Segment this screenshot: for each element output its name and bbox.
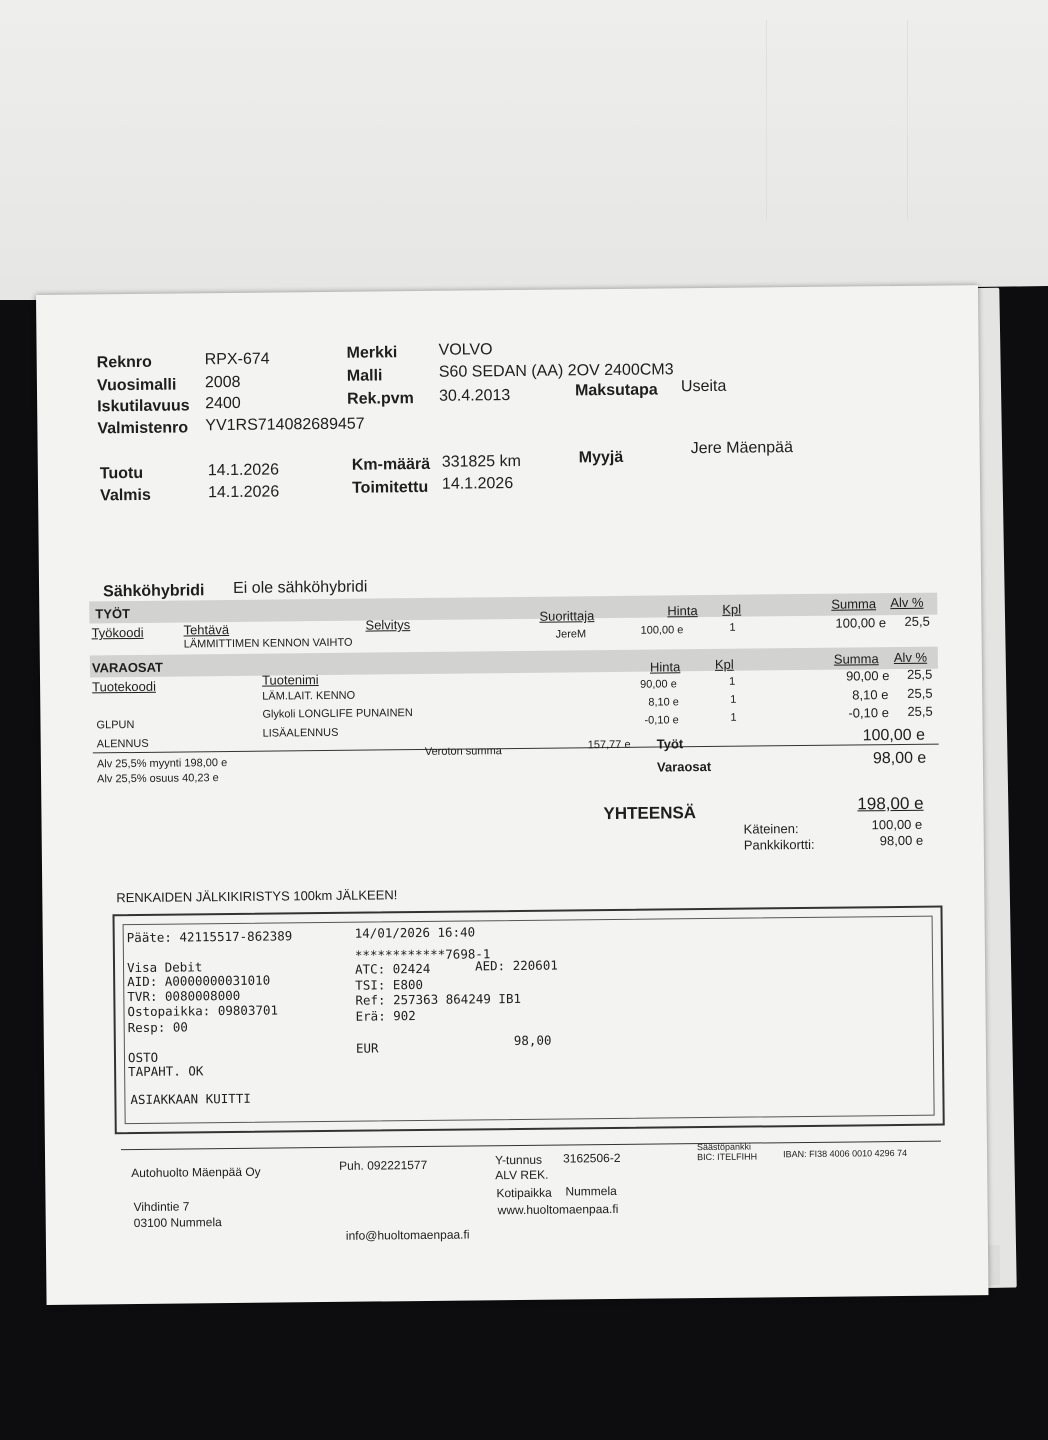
merkki-label: Merkki: [346, 344, 398, 362]
yhteensa-label: YHTEENSÄ: [603, 803, 697, 824]
veroton-value: 157,77 e: [587, 738, 631, 752]
osto-label: OSTO: [127, 1049, 159, 1066]
notice-text: RENKAIDEN JÄLKIKIRISTYS 100km JÄLKEEN!: [116, 887, 398, 906]
part-row-1-price: 90,00 e: [640, 678, 677, 691]
part-row-3-name: LISÄALENNUS: [262, 726, 339, 740]
invoice-sheet: [36, 285, 989, 1305]
kotipaikka-value: Nummela: [565, 1183, 617, 1199]
km-value: 331825 km: [441, 452, 522, 471]
terminal-id: Pääte: 42115517-862389: [126, 928, 293, 946]
part-row-2-qty: 1: [730, 693, 737, 706]
part-row-3-sum: -0,10 e: [848, 705, 889, 721]
atc-value: ATC: 02424: [354, 960, 431, 977]
ostopaikka-value: Ostopaikka: 09803701: [127, 1002, 279, 1020]
part-row-3-qty: 1: [730, 711, 737, 724]
part-row-1-name: LÄM.LAIT. KENNO: [262, 689, 356, 703]
part-row-3-vat: 25,5: [907, 703, 933, 719]
yhteensa-value: 198,00 e: [857, 793, 924, 814]
varaosat-col-hinta: Hinta: [649, 659, 681, 675]
tyot-total-value: 100,00 e: [862, 726, 926, 745]
varaosat-total-value: 98,00 e: [872, 749, 927, 768]
myyja-label: Myyjä: [578, 448, 624, 467]
tyot-row-suorittaja: JereM: [555, 628, 587, 641]
pankkikortti-label: Pankkikortti:: [743, 836, 815, 853]
bank-name: Säästöpankki: [696, 1141, 752, 1153]
kateinen-value: 100,00 e: [871, 816, 923, 833]
hybrid-label: Sähköhybridi: [103, 582, 205, 601]
tyot-col-suorittaja: Suorittaja: [539, 608, 595, 624]
varaosat-col-tuotekoodi: Tuotekoodi: [92, 678, 157, 695]
part-row-1-vat: 25,5: [906, 666, 933, 682]
tyot-row-alv: 25,5: [904, 613, 930, 629]
customer-copy-label: ASIAKKAAN KUITTI: [130, 1090, 251, 1108]
hybrid-value: Ei ole sähköhybridi: [232, 578, 368, 597]
part-row-2-vat: 25,5: [907, 685, 933, 701]
vuosimalli-value: 2008: [204, 373, 241, 392]
tyot-row-summa: 100,00 e: [835, 615, 887, 631]
rekpvm-label: Rek.pvm: [347, 390, 414, 408]
tuotu-value: 14.1.2026: [207, 461, 280, 480]
aed-value: AED: 220601: [474, 957, 558, 974]
valmis-value: 14.1.2026: [207, 483, 280, 502]
varaosat-header-band: [90, 647, 938, 678]
part-row-1-sum: 90,00 e: [845, 668, 890, 684]
aid-value: AID: A0000000031010: [127, 972, 271, 990]
part-row-2-code: GLPUN: [96, 718, 135, 732]
valmistenro-value: YV1RS714082689457: [205, 415, 365, 435]
tuotu-label: Tuotu: [99, 464, 144, 483]
card-amount: 98,00: [513, 1032, 552, 1049]
part-row-3-code: ALENNUS: [96, 737, 149, 751]
tyot-col-tyokoodi: Työkoodi: [91, 624, 144, 641]
tyot-title: TYÖT: [95, 606, 131, 622]
kateinen-label: Käteinen:: [743, 821, 799, 837]
myyja-value: Jere Mäenpää: [690, 439, 794, 458]
part-row-3-price: -0,10 e: [644, 714, 679, 727]
tyot-row-kpl: 1: [729, 621, 736, 634]
company-name: Autohuolto Mäenpää Oy: [131, 1164, 261, 1181]
maksutapa-label: Maksutapa: [574, 381, 658, 400]
alv-rek: ALV REK.: [495, 1167, 549, 1183]
ytunnus-label: Y-tunnus: [495, 1152, 543, 1168]
vat-sales: Alv 25,5% myynti 198,00 e: [96, 757, 228, 771]
varaosat-col-summa: Summa: [833, 651, 879, 667]
tyot-header-band: [89, 593, 937, 624]
reknro-value: RPX-674: [204, 350, 270, 369]
tyot-col-selvitys: Selvitys: [365, 617, 411, 633]
tyot-row-hinta: 100,00 e: [640, 624, 684, 637]
maksutapa-value: Useita: [680, 377, 727, 396]
varaosat-col-kpl: Kpl: [714, 656, 734, 672]
varaosat-title: VARAOSAT: [91, 659, 164, 676]
part-row-2-sum: 8,10 e: [852, 687, 889, 703]
tyot-total-label: Työt: [656, 736, 684, 752]
tyot-col-alv: Alv %: [890, 594, 924, 611]
ytunnus-value: 3162506-2: [562, 1150, 621, 1166]
ref-value: Ref: 257363 864249 IB1: [355, 990, 522, 1008]
merkki-value: VOLVO: [438, 341, 493, 359]
varaosat-total-label: Varaosat: [656, 758, 712, 775]
tsi-value: TSI: E800: [355, 976, 424, 993]
phone-number: Puh. 092221577: [339, 1157, 428, 1173]
masked-card-number: ************7698-1: [354, 946, 491, 963]
valmis-label: Valmis: [100, 486, 151, 505]
part-row-2-name: Glykoli LONGLIFE PUNAINEN: [262, 707, 413, 721]
malli-value: S60 SEDAN (AA) 2OV 2400CM3: [438, 361, 674, 381]
part-row-2-price: 8,10 e: [648, 696, 679, 709]
address-line2: 03100 Nummela: [133, 1215, 222, 1231]
iskutilavuus-label: Iskutilavuus: [97, 397, 190, 416]
tyot-row-tehtava: LÄMMITTIMEN KENNON VAIHTO: [183, 636, 353, 651]
reknro-label: Reknro: [96, 353, 152, 372]
address-line1: Vihdintie 7: [133, 1199, 190, 1215]
vat-share: Alv 25,5% osuus 40,23 e: [97, 772, 219, 786]
tyot-col-kpl: Kpl: [722, 601, 742, 617]
tyot-col-hinta: Hinta: [667, 603, 698, 619]
currency: EUR: [355, 1040, 379, 1056]
rekpvm-value: 30.4.2013: [438, 387, 511, 405]
transaction-datetime: 14/01/2026 16:40: [354, 924, 476, 941]
era-value: Erä: 902: [355, 1008, 416, 1024]
vuosimalli-label: Vuosimalli: [96, 376, 177, 395]
part-row-1-qty: 1: [729, 675, 736, 688]
tyot-col-tehtava: Tehtävä: [183, 621, 230, 638]
varaosat-col-alv: Alv %: [893, 649, 928, 666]
veroton-label: Veroton summa: [424, 745, 502, 758]
varaosat-col-tuotenimi: Tuotenimi: [261, 672, 319, 688]
background-paper: [0, 0, 1048, 300]
toimitettu-label: Toimitettu: [351, 478, 429, 497]
malli-label: Malli: [346, 367, 383, 385]
valmistenro-label: Valmistenro: [97, 419, 189, 438]
km-label: Km-määrä: [351, 455, 431, 474]
pankkikortti-value: 98,00 e: [879, 832, 924, 849]
website: www.huoltomaenpaa.fi: [497, 1201, 619, 1218]
toimitettu-value: 14.1.2026: [441, 475, 514, 493]
iskutilavuus-value: 2400: [205, 394, 241, 413]
resp-value: Resp: 00: [127, 1019, 188, 1036]
iban-code: IBAN: FI38 4006 0010 4296 74: [782, 1147, 908, 1160]
tyot-col-summa: Summa: [831, 596, 877, 612]
transaction-status: TAPAHT. OK: [128, 1063, 204, 1080]
totals-divider: [93, 744, 939, 754]
tvr-value: TVR: 0080008000: [127, 987, 241, 1005]
card-receipt-box: [112, 906, 944, 1135]
card-type: Visa Debit: [126, 959, 203, 976]
email-address: info@huoltomaenpaa.fi: [345, 1227, 470, 1243]
kotipaikka-label: Kotipaikka: [496, 1185, 552, 1201]
bic-code: BIC: ITELFIHH: [697, 1151, 758, 1163]
